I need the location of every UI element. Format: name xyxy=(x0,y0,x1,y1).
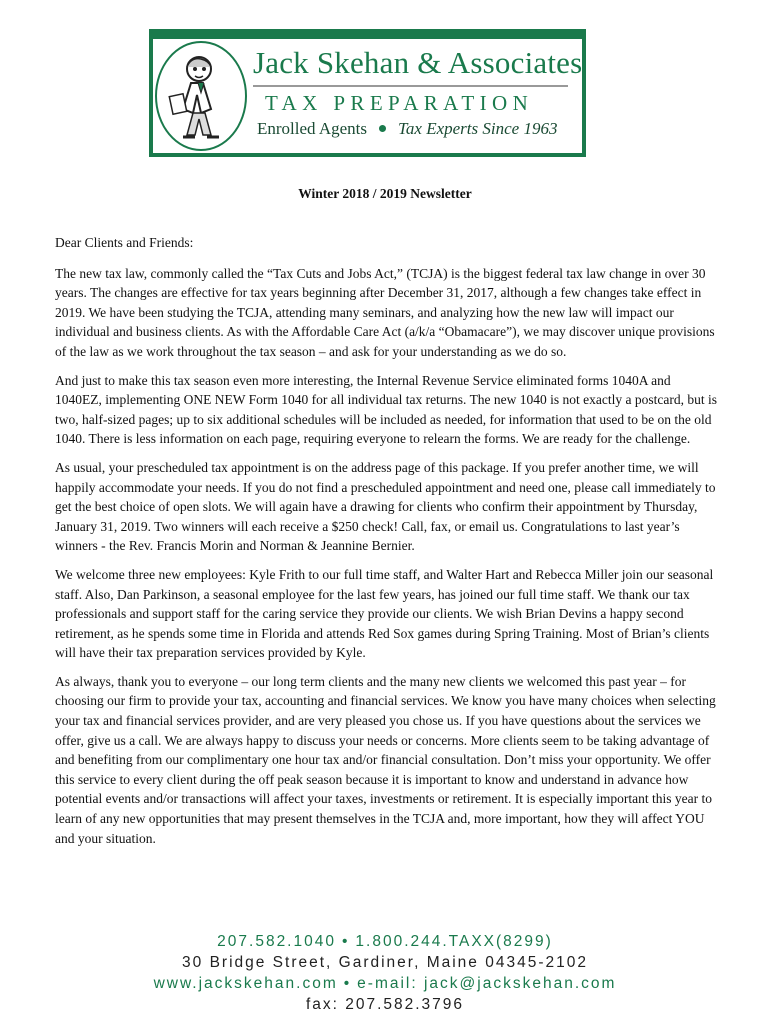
footer-fax: fax: 207.582.3796 xyxy=(305,996,465,1013)
phone-tollfree: 1.800.244.TAXX(8299) xyxy=(355,933,553,950)
logo-panel xyxy=(153,39,582,153)
letter-body xyxy=(55,233,719,857)
website-link[interactable]: www.jackskehan.com xyxy=(153,975,338,992)
bullet-icon: • xyxy=(343,975,352,992)
mascot-illustration-icon xyxy=(165,49,237,145)
mascot-oval xyxy=(155,41,247,151)
bullet-icon: • xyxy=(341,933,350,950)
paragraph-thank-you: As always, thank you to everyone – our long term clients and the many new clients we welcomed this past year – for choosing our firm to provide your tax, accounting and financial services. We know you have many choices when selecting your tax and financial services provider, and are very pleased you chose us. If you have questions about the services we offer, give us a call. We are always happy to discuss your needs or concerns. More clients seem to be taking advantage of and benefiting from our complimentary one hour tax and/or financial consultation. Don’t miss your opportunity. We offer this service to every client during the off peak season because it is important to know and understand in advance how potential events and/or transactions will affect your taxes, investments or retirement. It is especially important this year to learn of any new opportunities that may present themselves in the TCJA and, more important, how they will affect YOU and your situation. xyxy=(55,673,716,846)
logo-tag-right: Tax Experts Since 1963 xyxy=(398,119,558,138)
paragraph-form-1040: And just to make this tax season even more interesting, the Internal Revenue Service eliminated forms 1040A and 1040EZ, implementing ONE NEW Form 1040 for all individual tax returns. The new 1040 is not exactly a postcard, but is two, half-sized pages; up to six additional schedules will be included as needed, for information that used to be on the old 1040. There is less information on each page, requiring everyone to relearn the forms. We are ready for the challenge. xyxy=(55,372,718,447)
logo-tagline xyxy=(257,119,557,139)
paragraph-appointments: As usual, your prescheduled tax appointment is on the address page of this package. If you prefer another time, we will happily accommodate your needs. If you do not find a prescheduled appointment and need one, please call immediately to get the best choice of open slots. We will again have a drawing for clients who confirm their appointment by Thursday, January 31, 2019. Two winners will each receive a $250 check! Call, fax, or email us. Congratulations to last year’s winners - the Rev. Francis Morin and Norman & Jeannine Bernier. xyxy=(55,459,716,554)
company-logo xyxy=(149,29,586,157)
footer-web xyxy=(0,973,770,994)
footer-phones xyxy=(0,931,770,952)
logo-divider xyxy=(253,85,568,87)
logo-company-name: Jack Skehan & Associates xyxy=(253,45,583,80)
paragraph-tcja: The new tax law, commonly called the “Tax Cuts and Jobs Act,” (TCJA) is the biggest federal tax law change in over 30 years. The changes are effective for tax years beginning after December 31, 2017, although a few changes take effect in 2019. We have been studying the TCJA, attending many seminars, and analyzing how the new law will impact our individual and business clients. As with the Affordable Care Act (a/k/a “Obamacare”), we may discover unique provisions of the law as we work throughout the tax season – and ask for your understanding as we do so. xyxy=(55,265,715,359)
newsletter-title: Winter 2018 / 2019 Newsletter xyxy=(298,186,472,201)
email-link[interactable]: e-mail: jack@jackskehan.com xyxy=(357,975,617,992)
paragraph-staff: We welcome three new employees: Kyle Frith to our full time staff, and Walter Hart and Rebecca Miller join our seasonal staff. Also, Dan Parkinson, a seasonal employee for the last few years, has joined our full time staff. We thank our tax professionals and support staff for the caring service they provide our clients. We wish Brian Devins a happy second retirement, as he spends some time in Florida and attends Red Sox games during Spring Training. Most of Brian’s clients will have their tax preparation services provided by Kyle. xyxy=(55,566,714,661)
logo-subtitle: TAX PREPARATION xyxy=(265,91,534,115)
contact-footer xyxy=(0,931,770,1015)
phone-local: 207.582.1040 xyxy=(217,933,336,950)
greeting: Dear Clients and Friends: xyxy=(55,235,194,250)
logo-tag-left: Enrolled Agents xyxy=(257,119,368,138)
bullet-dot-icon xyxy=(379,125,386,132)
footer-address: 30 Bridge Street, Gardiner, Maine 04345-2102 xyxy=(182,954,588,971)
